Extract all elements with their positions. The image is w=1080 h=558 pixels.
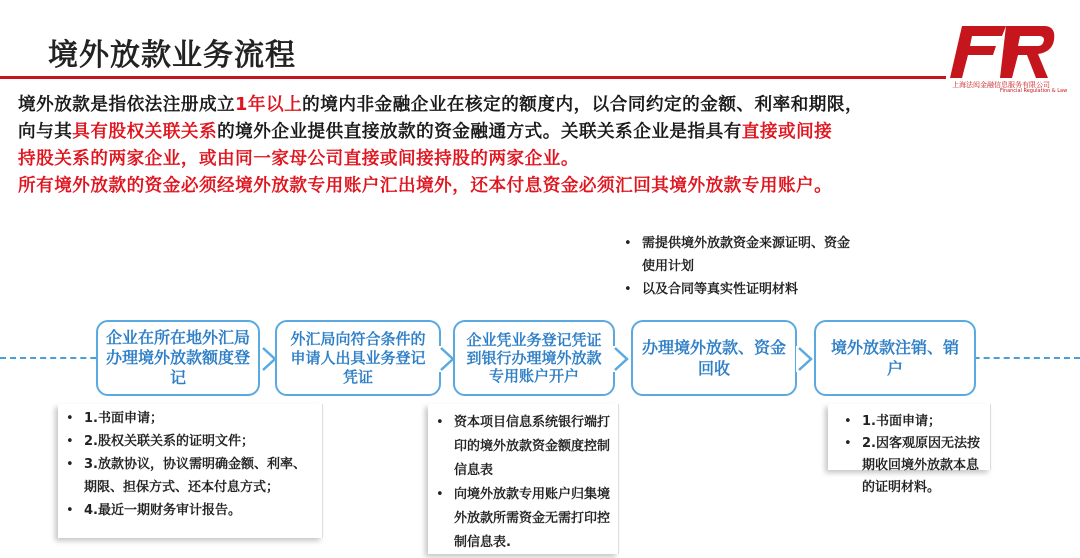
intro-line-4: 所有境外放款的资金必须经境外放款专用账户汇出境外，还本付息资金必须汇回其境外放款专用账户。 — [18, 176, 833, 196]
chevron-right-icon — [796, 346, 814, 372]
flow-step-1: 企业在所在地外汇局办理境外放款额度登记 — [96, 320, 260, 396]
list-item: • 1.书面申请； — [840, 411, 990, 433]
step5-materials — [840, 411, 990, 499]
logo-company-name: 上海法闳金融信息服务有限公司 — [952, 81, 1050, 89]
flow-step-5: 境外放款注销、销户 — [814, 320, 976, 396]
intro-line-2: 向与其具有股权关联关系的境外企业提供直接放款的资金融通方式。关联关系企业是指具有直接或间接 — [18, 122, 833, 142]
step1-materials — [62, 407, 318, 522]
list-item: • 向境外放款专用账户归集境外放款所需资金无需打印控制信息表. — [432, 483, 614, 555]
list-item: • 2.股权关联关系的证明文件； — [62, 430, 318, 453]
intro-line-3: 持股关系的两家企业，或由同一家母公司直接或间接持股的两家企业。 — [18, 149, 579, 169]
chevron-right-icon — [612, 346, 630, 372]
list-item: • 需提供境外放款资金来源证明、资金使用计划 — [620, 232, 860, 278]
list-item: • 2.因客观原因无法按期收回境外放款本息的证明材料。 — [840, 433, 990, 499]
list-item: • 3.放款协议，协议需明确金额、利率、期限、担保方式、还本付息方式； — [62, 453, 318, 499]
step3-requirements — [620, 232, 860, 301]
list-item: • 以及合同等真实性证明材料 — [620, 278, 860, 301]
intro-paragraph — [18, 92, 1068, 200]
step3-notes — [432, 411, 614, 555]
intro-line-1: 境外放款是指依法注册成立1年以上的境内非金融企业在核定的额度内，以合同约定的金额、利率和期限， — [18, 95, 864, 115]
list-item: • 资本项目信息系统银行端打印的境外放款资金额度控制信息表 — [432, 411, 614, 483]
title-divider — [0, 76, 946, 79]
list-item: • 4.最近一期财务审计报告。 — [62, 499, 318, 522]
page-title: 境外放款业务流程 — [48, 38, 296, 73]
flow-step-3: 企业凭业务登记凭证到银行办理境外放款专用账户开户 — [453, 320, 615, 396]
flow-step-4: 办理境外放款、资金回收 — [631, 320, 797, 396]
list-item: • 1.书面申请； — [62, 407, 318, 430]
flow-step-2: 外汇局向符合条件的申请人出具业务登记凭证 — [275, 320, 441, 396]
logo-english-name: Financial Regulation & Law — [1000, 88, 1068, 94]
